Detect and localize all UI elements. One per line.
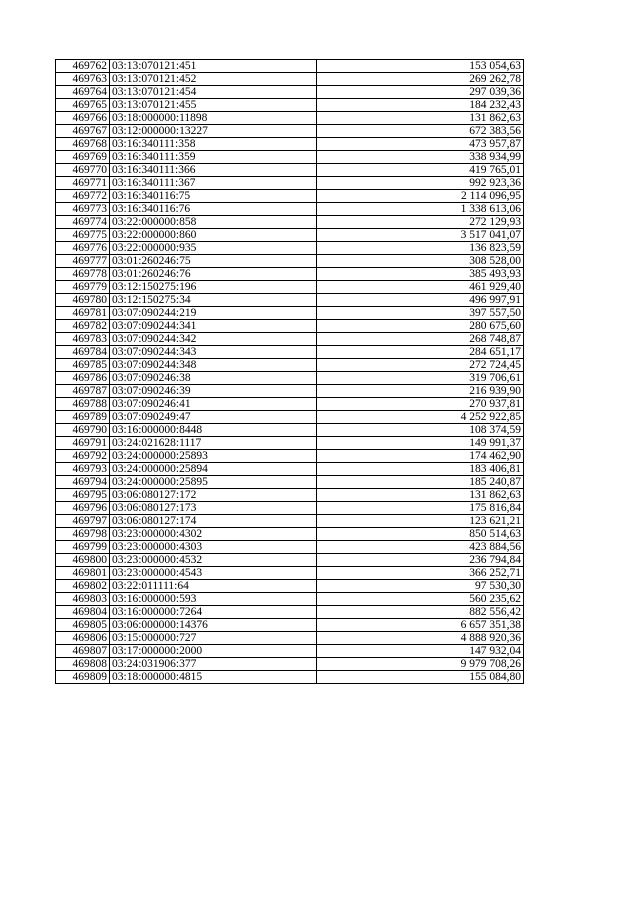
amount-cell: 461 929,40	[317, 281, 524, 294]
amount-cell: 385 493,93	[317, 268, 524, 281]
table-row	[56, 645, 524, 658]
row-number-cell: 469807	[56, 645, 110, 658]
amount-cell: 131 862,63	[317, 112, 524, 125]
cadastral-number-cell: 03:16:340116:75	[110, 190, 317, 203]
amount-cell: 272 129,93	[317, 216, 524, 229]
amount-cell: 174 462,90	[317, 450, 524, 463]
amount-cell: 992 923,36	[317, 177, 524, 190]
amount-cell: 850 514,63	[317, 528, 524, 541]
amount-cell: 366 252,71	[317, 567, 524, 580]
row-number-cell: 469793	[56, 463, 110, 476]
amount-cell: 672 383,56	[317, 125, 524, 138]
cadastral-number-cell: 03:16:000000:8448	[110, 424, 317, 437]
cadastral-number-cell: 03:07:090246:39	[110, 385, 317, 398]
amount-cell: 272 724,45	[317, 359, 524, 372]
row-number-cell: 469782	[56, 320, 110, 333]
row-number-cell: 469803	[56, 593, 110, 606]
amount-cell: 153 054,63	[317, 60, 524, 73]
table-row	[56, 385, 524, 398]
cadastral-number-cell: 03:13:070121:451	[110, 60, 317, 73]
amount-cell: 6 657 351,38	[317, 619, 524, 632]
row-number-cell: 469804	[56, 606, 110, 619]
row-number-cell: 469798	[56, 528, 110, 541]
amount-cell: 496 997,91	[317, 294, 524, 307]
row-number-cell: 469794	[56, 476, 110, 489]
table-row	[56, 255, 524, 268]
table-row	[56, 424, 524, 437]
amount-cell: 9 979 708,26	[317, 658, 524, 671]
row-number-cell: 469792	[56, 450, 110, 463]
table-row	[56, 554, 524, 567]
table-row	[56, 411, 524, 424]
table-row	[56, 112, 524, 125]
row-number-cell: 469795	[56, 489, 110, 502]
amount-cell: 131 862,63	[317, 489, 524, 502]
table-row	[56, 372, 524, 385]
cadastral-number-cell: 03:24:021628:1117	[110, 437, 317, 450]
row-number-cell: 469791	[56, 437, 110, 450]
amount-cell: 2 114 096,95	[317, 190, 524, 203]
table-row	[56, 86, 524, 99]
cadastral-number-cell: 03:22:000000:935	[110, 242, 317, 255]
row-number-cell: 469767	[56, 125, 110, 138]
table-row	[56, 450, 524, 463]
table-row	[56, 671, 524, 684]
cadastral-number-cell: 03:06:080127:172	[110, 489, 317, 502]
cadastral-number-cell: 03:13:070121:454	[110, 86, 317, 99]
cadastral-number-cell: 03:23:000000:4532	[110, 554, 317, 567]
cadastral-number-cell: 03:13:070121:452	[110, 73, 317, 86]
cadastral-number-cell: 03:24:000000:25893	[110, 450, 317, 463]
table-row	[56, 242, 524, 255]
row-number-cell: 469787	[56, 385, 110, 398]
table-row	[56, 619, 524, 632]
row-number-cell: 469771	[56, 177, 110, 190]
table-body	[56, 60, 524, 684]
amount-cell: 136 823,59	[317, 242, 524, 255]
row-number-cell: 469802	[56, 580, 110, 593]
table-row	[56, 307, 524, 320]
row-number-cell: 469790	[56, 424, 110, 437]
table-row	[56, 125, 524, 138]
row-number-cell: 469772	[56, 190, 110, 203]
table-row	[56, 567, 524, 580]
amount-cell: 423 884,56	[317, 541, 524, 554]
table-row	[56, 593, 524, 606]
amount-cell: 308 528,00	[317, 255, 524, 268]
table-row	[56, 463, 524, 476]
table-row	[56, 580, 524, 593]
row-number-cell: 469808	[56, 658, 110, 671]
row-number-cell: 469779	[56, 281, 110, 294]
table-row	[56, 515, 524, 528]
row-number-cell: 469762	[56, 60, 110, 73]
amount-cell: 268 748,87	[317, 333, 524, 346]
cadastral-number-cell: 03:06:080127:174	[110, 515, 317, 528]
row-number-cell: 469784	[56, 346, 110, 359]
table-row	[56, 164, 524, 177]
row-number-cell: 469806	[56, 632, 110, 645]
cadastral-number-cell: 03:07:090246:38	[110, 372, 317, 385]
cadastral-number-cell: 03:18:000000:11898	[110, 112, 317, 125]
table-row	[56, 268, 524, 281]
cadastral-number-cell: 03:07:090244:342	[110, 333, 317, 346]
cadastral-number-cell: 03:07:090244:348	[110, 359, 317, 372]
cadastral-number-cell: 03:18:000000:4815	[110, 671, 317, 684]
cadastral-number-cell: 03:12:150275:34	[110, 294, 317, 307]
cadastral-number-cell: 03:16:000000:593	[110, 593, 317, 606]
row-number-cell: 469773	[56, 203, 110, 216]
cadastral-number-cell: 03:01:260246:75	[110, 255, 317, 268]
amount-cell: 123 621,21	[317, 515, 524, 528]
table-row	[56, 606, 524, 619]
table-row	[56, 229, 524, 242]
row-number-cell: 469766	[56, 112, 110, 125]
cadastral-number-cell: 03:22:011111:64	[110, 580, 317, 593]
table-row	[56, 99, 524, 112]
row-number-cell: 469786	[56, 372, 110, 385]
row-number-cell: 469788	[56, 398, 110, 411]
table-row	[56, 437, 524, 450]
row-number-cell: 469768	[56, 138, 110, 151]
amount-cell: 1 338 613,06	[317, 203, 524, 216]
amount-cell: 185 240,87	[317, 476, 524, 489]
amount-cell: 149 991,37	[317, 437, 524, 450]
cadastral-number-cell: 03:12:150275:196	[110, 281, 317, 294]
amount-cell: 560 235,62	[317, 593, 524, 606]
table-row	[56, 632, 524, 645]
table-row	[56, 294, 524, 307]
row-number-cell: 469763	[56, 73, 110, 86]
amount-cell: 397 557,50	[317, 307, 524, 320]
table-row	[56, 203, 524, 216]
table-row	[56, 346, 524, 359]
amount-cell: 184 232,43	[317, 99, 524, 112]
table-row	[56, 398, 524, 411]
amount-cell: 419 765,01	[317, 164, 524, 177]
cadastral-number-cell: 03:12:000000:13227	[110, 125, 317, 138]
row-number-cell: 469797	[56, 515, 110, 528]
amount-cell: 216 939,90	[317, 385, 524, 398]
amount-cell: 147 932,04	[317, 645, 524, 658]
amount-cell: 297 039,36	[317, 86, 524, 99]
cadastral-number-cell: 03:15:000000:727	[110, 632, 317, 645]
row-number-cell: 469800	[56, 554, 110, 567]
amount-cell: 175 816,84	[317, 502, 524, 515]
amount-cell: 4 252 922,85	[317, 411, 524, 424]
amount-cell: 3 517 041,07	[317, 229, 524, 242]
row-number-cell: 469789	[56, 411, 110, 424]
cadastral-number-cell: 03:16:340111:359	[110, 151, 317, 164]
table-row	[56, 489, 524, 502]
table-row	[56, 190, 524, 203]
table-row	[56, 476, 524, 489]
row-number-cell: 469801	[56, 567, 110, 580]
cadastral-number-cell: 03:16:000000:7264	[110, 606, 317, 619]
cadastral-number-cell: 03:07:090244:341	[110, 320, 317, 333]
cadastral-number-cell: 03:24:000000:25894	[110, 463, 317, 476]
table-row	[56, 333, 524, 346]
cadastral-number-cell: 03:16:340111:358	[110, 138, 317, 151]
row-number-cell: 469781	[56, 307, 110, 320]
cadastral-number-cell: 03:16:340111:367	[110, 177, 317, 190]
cadastral-number-cell: 03:13:070121:455	[110, 99, 317, 112]
cadastral-number-cell: 03:07:090244:343	[110, 346, 317, 359]
table-row	[56, 151, 524, 164]
row-number-cell: 469799	[56, 541, 110, 554]
amount-cell: 236 794,84	[317, 554, 524, 567]
amount-cell: 4 888 920,36	[317, 632, 524, 645]
amount-cell: 473 957,87	[317, 138, 524, 151]
row-number-cell: 469809	[56, 671, 110, 684]
table-row	[56, 502, 524, 515]
row-number-cell: 469780	[56, 294, 110, 307]
amount-cell: 97 530,30	[317, 580, 524, 593]
data-table	[55, 59, 524, 684]
row-number-cell: 469770	[56, 164, 110, 177]
cadastral-number-cell: 03:07:090246:41	[110, 398, 317, 411]
row-number-cell: 469783	[56, 333, 110, 346]
row-number-cell: 469775	[56, 229, 110, 242]
row-number-cell: 469777	[56, 255, 110, 268]
table-row	[56, 73, 524, 86]
row-number-cell: 469776	[56, 242, 110, 255]
table-row	[56, 658, 524, 671]
row-number-cell: 469765	[56, 99, 110, 112]
amount-cell: 338 934,99	[317, 151, 524, 164]
amount-cell: 269 262,78	[317, 73, 524, 86]
table-row	[56, 177, 524, 190]
table-row	[56, 320, 524, 333]
cadastral-number-cell: 03:23:000000:4543	[110, 567, 317, 580]
cadastral-number-cell: 03:01:260246:76	[110, 268, 317, 281]
amount-cell: 284 651,17	[317, 346, 524, 359]
table-row	[56, 541, 524, 554]
cadastral-number-cell: 03:23:000000:4303	[110, 541, 317, 554]
amount-cell: 280 675,60	[317, 320, 524, 333]
cadastral-number-cell: 03:07:090249:47	[110, 411, 317, 424]
table-row	[56, 359, 524, 372]
cadastral-number-cell: 03:24:031906:377	[110, 658, 317, 671]
row-number-cell: 469769	[56, 151, 110, 164]
amount-cell: 155 084,80	[317, 671, 524, 684]
cadastral-number-cell: 03:06:080127:173	[110, 502, 317, 515]
amount-cell: 108 374,59	[317, 424, 524, 437]
amount-cell: 270 937,81	[317, 398, 524, 411]
row-number-cell: 469805	[56, 619, 110, 632]
cadastral-number-cell: 03:23:000000:4302	[110, 528, 317, 541]
row-number-cell: 469778	[56, 268, 110, 281]
table-row	[56, 60, 524, 73]
cadastral-number-cell: 03:06:000000:14376	[110, 619, 317, 632]
amount-cell: 319 706,61	[317, 372, 524, 385]
amount-cell: 882 556,42	[317, 606, 524, 619]
row-number-cell: 469774	[56, 216, 110, 229]
cadastral-number-cell: 03:16:340111:366	[110, 164, 317, 177]
cadastral-number-cell: 03:22:000000:860	[110, 229, 317, 242]
table-row	[56, 528, 524, 541]
row-number-cell: 469785	[56, 359, 110, 372]
table-row	[56, 216, 524, 229]
cadastral-number-cell: 03:24:000000:25895	[110, 476, 317, 489]
cadastral-number-cell: 03:16:340116:76	[110, 203, 317, 216]
table-row	[56, 138, 524, 151]
cadastral-number-cell: 03:17:000000:2000	[110, 645, 317, 658]
cadastral-number-cell: 03:07:090244:219	[110, 307, 317, 320]
cadastral-number-cell: 03:22:000000:858	[110, 216, 317, 229]
amount-cell: 183 406,81	[317, 463, 524, 476]
table-row	[56, 281, 524, 294]
row-number-cell: 469764	[56, 86, 110, 99]
row-number-cell: 469796	[56, 502, 110, 515]
